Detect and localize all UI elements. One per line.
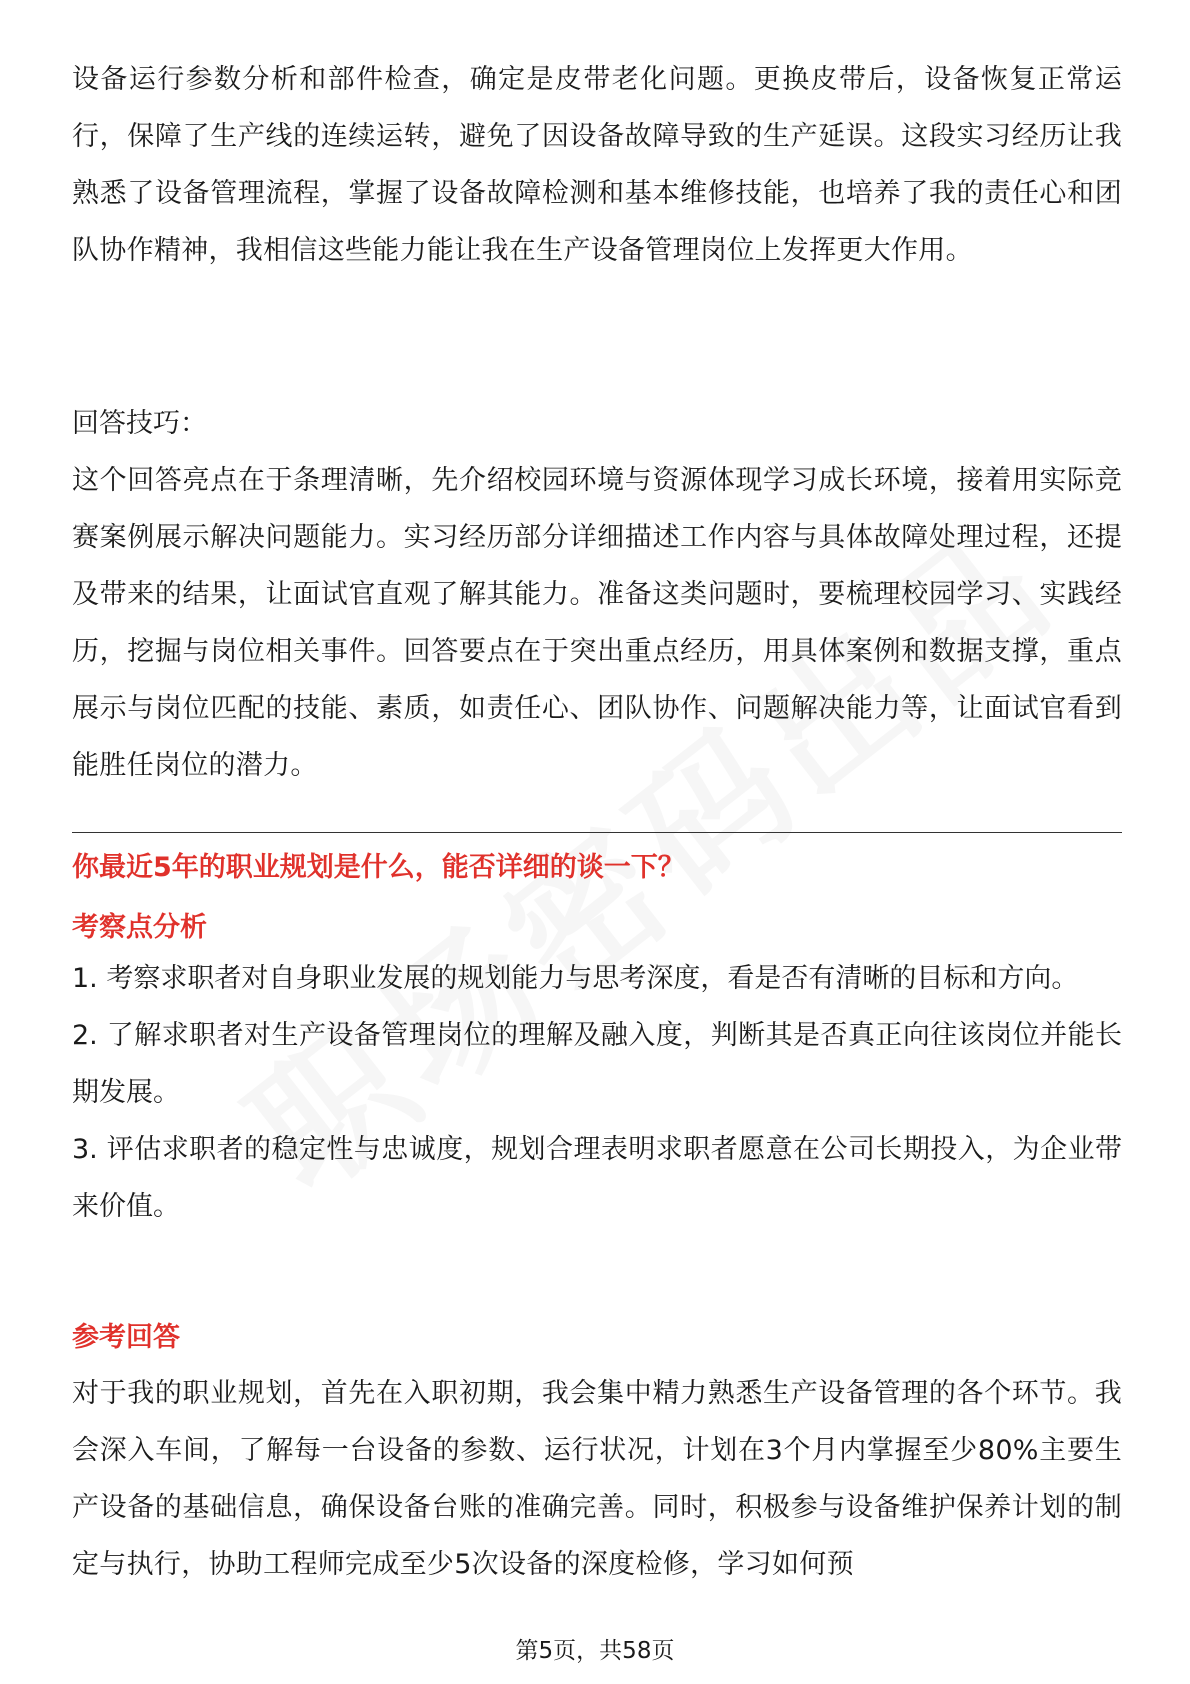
tips-label: 回答技巧： bbox=[72, 408, 207, 439]
answer-heading: 参考回答 bbox=[72, 1322, 180, 1353]
page-number: 第5页，共58页 bbox=[515, 1638, 675, 1664]
analysis-point-2: 2. 了解求职者对生产设备管理岗位的理解及融入度，判断其是否真正向往该岗位并能长期发展。 bbox=[72, 1020, 1122, 1108]
analysis-point-1: 1. 考察求职者对自身职业发展的规划能力与思考深度，看是否有清晰的目标和方向。 bbox=[72, 963, 1079, 994]
analysis-heading: 考察点分析 bbox=[72, 912, 207, 943]
answer-paragraph: 对于我的职业规划，首先在入职初期，我会集中精力熟悉生产设备管理的各个环节。我会深入车间，了解每一台设备的参数、运行状况，计划在3个月内掌握至少80%主要生产设备的基础信息，确保设备台账的准确完善。同时，积极参与设备维护保养计划的制定与执行，协助工程师完成至少5次设备的深度检修，学习如何预 bbox=[72, 1378, 1122, 1580]
analysis-points bbox=[72, 950, 1122, 1235]
tips-paragraph: 这个回答亮点在于条理清晰，先介绍校园环境与资源体现学习成长环境，接着用实际竞赛案例展示解决问题能力。实习经历部分详细描述工作内容与具体故障处理过程，还提及带来的结果，让面试官直观了解其能力。准备这类问题时，要梳理校园学习、实践经历，挖掘与岗位相关事件。回答要点在于突出重点经历，用具体案例和数据支撑，重点展示与岗位匹配的技能、素质，如责任心、团队协作、问题解决能力等，让面试官看到能胜任岗位的潜力。 bbox=[72, 465, 1122, 781]
question-title: 你最近5年的职业规划是什么，能否详细的谈一下？ bbox=[72, 852, 685, 883]
intro-paragraph: 设备运行参数分析和部件检查，确定是皮带老化问题。更换皮带后，设备恢复正常运行，保障了生产线的连续运转，避免了因设备故障导致的生产延误。这段实习经历让我熟悉了设备管理流程，掌握了设备故障检测和基本维修技能，也培养了我的责任心和团队协作精神，我相信这些能力能让我在生产设备管理岗位上发挥更大作用。 bbox=[72, 64, 1122, 266]
analysis-point-3: 3. 评估求职者的稳定性与忠诚度，规划合理表明求职者愿意在公司长期投入，为企业带来价值。 bbox=[72, 1134, 1122, 1222]
section-divider bbox=[72, 832, 1122, 833]
